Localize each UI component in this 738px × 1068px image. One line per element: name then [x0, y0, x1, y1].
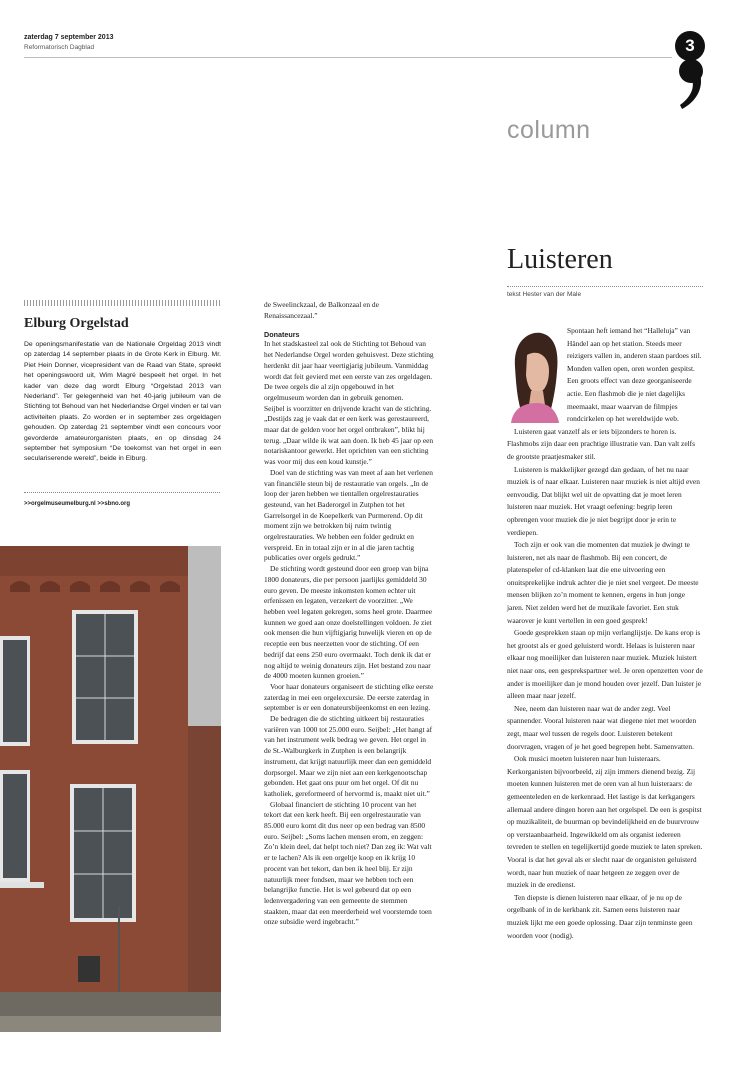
- article-paragraph: Seijbel is voorzitter en drijvende kracht van de stichting. „Destijds zag je vaak dat er een kerk was gerestaureerd, maar dat de gelden voor het orgel ontbraken”, blikt hij terug. „Daar wilde ik wat aan doen. Ik heb 45 jaar op een notariskantoor gewerkt. Het oprichten van een stichting was voor mij dus een koud kunstje.”: [264, 403, 434, 467]
- hatch-divider: [24, 300, 220, 306]
- byline: tekst Hester van der Male: [507, 291, 582, 298]
- column-paragraph: Ten diepste is dienen luisteren naar elkaar, of je nu op de orgelbank of in de kerkbank zit. Samen eens luisteren naar muziek lijkt me een goede oplossing. Daar zijn tenminste geen woorden voor (nodig).: [507, 892, 693, 940]
- article-paragraph: De bedragen die de stichting uitkeert bij restauraties variëren van 1000 tot 25.000 euro. Seijbel: „Het hangt af van het instrument welk bedrag we geven. Het orgel in de St.-Walburgkerk in Zutphen is een belangrijk instrument, dat krijgt natuurlijk meer dan een gemiddeld dorpsorgel. Maar we zijn niet aan een kerkgenootschap gebonden. Het gaat ons puur om het orgel. Of dit nu katholiek, gereformeerd of hervormd is, maakt niet uit.”: [264, 714, 433, 798]
- column-paragraph: Ook musici moeten luisteren naar hun luisteraars. Kerkorganisten bijvoorbeeld, zij zijn immers dienend bezig. Zij moeten kunnen luisteren met de oren van al hun luisteraars: de gemeenteleden en de kerkenraad. Het lastige is dat kerkgangers allemaal andere dingen horen aan het orgelspel. De een is gespitst op muzikaliteit, de buurman op bevindelijkheid en de buurvrouw op verstaanbaarheid. Ingewikkeld om als organist iedereen tevreden te stellen en tegelijkertijd goede muziek te laten spreken. Vooral is dat het geval als er slecht naar de organisten geluisterd wordt, naar hun muziek of naar hetgeen ze zeggen over de muziek in de eredienst.: [507, 754, 703, 890]
- column-body: [507, 325, 703, 942]
- article-paragraph: In het stadskasteel zal ook de Stichting tot Behoud van het Nederlandse Orgel worden gehuisvest. Deze stichting herdenkt dit jaar haar veertigjarig jubileum. Vanmiddag wordt dat feit gevierd met een eerste van zes orgeldagen. De twee orgels die al zijn opgebouwd in het orgelmuseum worden dan in gebruik genomen.: [264, 339, 434, 402]
- article-paragraph: De stichting wordt gesteund door een groep van bijna 1800 donateurs, die per persoon jaarlijks gemiddeld 30 euro geven. De meeste inkomsten komen echter uit erfenissen en legaten, verzekert de voorzitter. „We hebben veel legaten gekregen, soms heel grote. Daarmee kunnen we goed aan onze doelstellingen voldoen. Je ziet ook mensen die hun vijftigjarig huwelijk vieren en op de receptie een bus neerzetten voor de stichting. Of een bedrijf dat eens 250 euro overmaakt. Toch denk ik dat er nog altijd te weinig donateurs zijn. Het bestand zou naar de 4000 moeten kunnen groeien.”: [264, 564, 433, 681]
- header-date: zaterdag 7 september 2013: [24, 34, 114, 41]
- portrait-photo: [507, 327, 561, 423]
- article-subhead: Donateurs: [264, 330, 300, 340]
- building-photo: [0, 546, 221, 1032]
- sidebar-rule: [24, 492, 220, 493]
- article-paragraph: Globaal financiert de stichting 10 procent van het tekort dat een kerk heeft. Bij een orgelrestauratie van 85.000 euro komt dit dus neer op een bedrag van 8500 euro. Seijbel: „Soms lachen mensen erom, en zeggen: Zo’n klein deel, dat helpt toch niet? Dan zeg ik: Wat valt er te lachen? Als ik een orgeltje koop en ik krijg 10 procent van het tekort, dan ben ik heel blij. Er zijn natuurlijk meer fondsen, maar we hebben toch een belangrijke functie. Het is wel gebeurd dat op een ledenvergadering van een gemeente de stemmen staakten, maar dat een meerderheid wel voorstemde toen onze subsidie werd ingebracht.”: [264, 799, 432, 927]
- sidebar-links: >>orgelmuseumelburg.nl >>sbno.org: [24, 501, 131, 507]
- header-rule: [24, 57, 672, 58]
- article-lead: de Sweelinckzaal, de Balkonzaal en de Renaissancezaal.”: [264, 300, 379, 320]
- article-column: [264, 300, 434, 928]
- sidebar-intro: De openingsmanifestatie van de Nationale Orgeldag 2013 vindt op zaterdag 14 september plaats in de Grote Kerk in Elburg. Mr. Piet Hein Donner, vicepresident van de Raad van State, spreekt het openingswoord uit, Wim Magré bespeelt het orgel. In het kader van deze dag wordt Elburg “Orgelstad 2013 van Nederland”. Ter gelegenheid van het 40-jarig jubileum van de Stichting tot Behoud van het Nederlandse Orgel vinden er tal van activiteiten plaats. Zo worden er in september zes orgeldagen gehouden. Op zaterdag 21 september vindt een concours voor gevorderde amateurorganisten plaats, en op dinsdag 24 september het symposium “De toekomst van het orgel in een seculariserende wereld”, beide in Elburg.: [24, 341, 221, 463]
- article-paragraph: Voor haar donateurs organiseert de stichting elke eerste zaterdag in mei een orgelexcursie. De eerste zaterdag in september is er een donateursbijeenkomst en een lezing.: [264, 681, 434, 713]
- article-paragraph: Doel van de stichting was van meet af aan het verlenen van financiële steun bij de restauratie van orgels. „In de loop der jaren hebben we tientallen orgelrestauraties gesteund, van het Baderorgel in Zutphen tot het Garrelsorgel in de Koepelkerk van Purmerend. Op dit moment zijn we betrokken bij ruim twintig orgelrestauraties. We hebben een folder gedrukt en verspreid. En in totaal zijn er in al die jaren tachtig publicaties over orgels gedrukt.”: [264, 467, 433, 563]
- byline-rule: [507, 286, 703, 287]
- column-paragraph: Toch zijn er ook van die momenten dat muziek je dwingt te luisteren, net als naar de flashmob. Bij een concert, de platenspeler of cd-klanken laat die ene uitvoering een onuitsprekelijke indruk achter die je niet snel vergeet. De meeste mensen blijken zo’n moment te kennen, ergens in hun jonge jaren. Niet zelden werd het de muzikale favoriet. Een stuk waarover je kunt vertellen in een goed gesprek!: [507, 540, 699, 625]
- column-title: Luisteren: [507, 244, 613, 275]
- column-paragraph: Goede gesprekken staan op mijn verlanglijstje. De kans erop is het grootst als er goed geluisterd wordt. Helaas is luisteren naar elkaar nog moeilijker dan luisteren naar muziek. Muziek luistert niet naar ons, een gesprekspartner wel. Je oren openzetten voor de ander is moeilijker dan je mond houden over jezelf. Dan luister je alleen maar naar jezelf.: [507, 628, 703, 701]
- column-paragraph: Spontaan heft iemand het “Halleluja” van Händel aan op het station. Steeds meer reizigers vallen in, anderen staan pardoes stil. Monden vallen open, oren worden gespitst. Een groots effect van deze georganiseerde actie. Een flashmob die je niet dagelijks meemaakt, maar waarvan de filmpjes rondcirkelen op het wereldwijde web.: [567, 326, 702, 424]
- column-paragraph: Luisteren gaat vanzelf als er iets bijzonders te horen is. Flashmobs zijn daar een prachtige illustratie van. Dan valt zelfs de grootste praatjesmaker stil.: [507, 426, 695, 461]
- page-number-badge: 3: [675, 31, 705, 61]
- header-paper-name: Reformatorisch Dagblad: [24, 44, 95, 51]
- comma-icon: [674, 58, 708, 110]
- column-paragraph: Luisteren is makkelijker gezegd dan gedaan, of het nu naar muziek is of naar elkaar. Luisteren naar muziek is niet altijd even eenvoudig. Dat blijkt wel uit de opvatting dat je moet leren luisteren naar muziek. Het vraagt oefening: begrip leren opbrengen voor muziek die je niet begrijpt door je erin te verdiepen.: [507, 464, 700, 537]
- column-label: column: [507, 116, 591, 144]
- column-paragraph: Nee, neem dan luisteren naar wat de ander zegt. Veel spannender. Vooral luisteren naar wat diegene niet met woorden zegt, maar wel tussen de regels door. Luisteren betekent doorvragen, vragen of je het goed begrepen hebt. Samenvatten.: [507, 703, 697, 751]
- sidebar-title: Elburg Orgelstad: [24, 316, 129, 331]
